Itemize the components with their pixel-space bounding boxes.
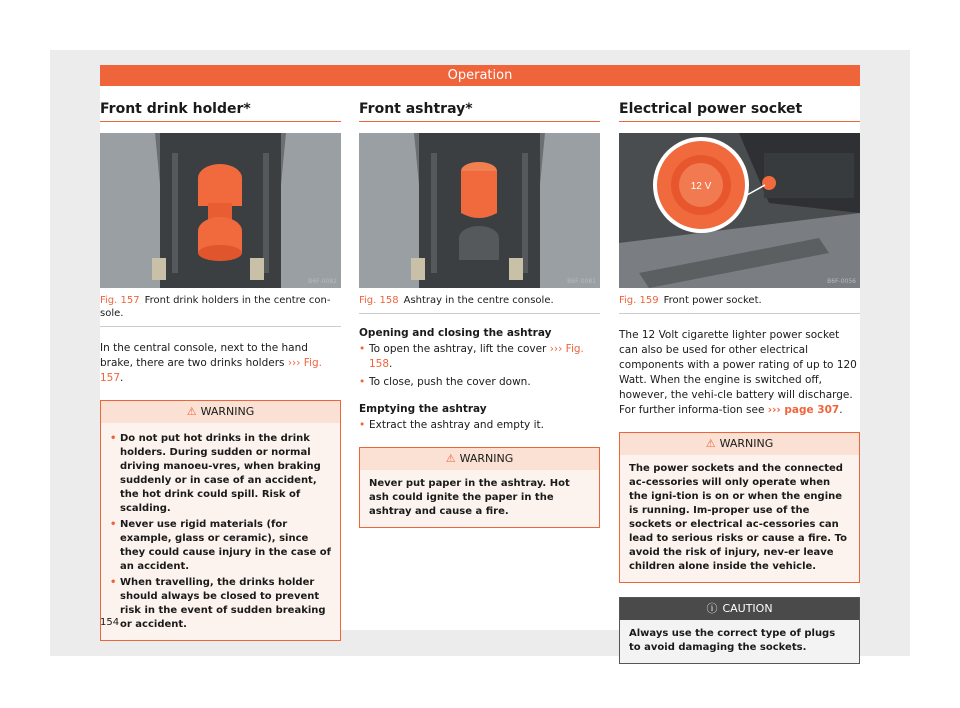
figure-caption-text: Front drink holders in the centre con-sole. [100, 295, 331, 319]
column-power-socket [619, 99, 860, 664]
figure-label: Fig. 159 [619, 295, 659, 306]
section-title: Front drink holder* [100, 99, 341, 122]
warning-triangle-icon: ⚠ [186, 405, 197, 418]
instruction-item: • Extract the ashtray and empty it. [359, 419, 544, 431]
column-drink-holder [100, 99, 341, 641]
warning-triangle-icon: ⚠ [445, 452, 456, 465]
instruction-item: • To open the ashtray, lift the cover ››› Fig. 158. [359, 343, 584, 370]
figure-link[interactable]: ››› Fig. 158 [369, 343, 584, 370]
figure-caption [619, 294, 860, 314]
bullet-icon: • [110, 577, 117, 588]
page-number: 154 [100, 617, 120, 628]
power-socket-photo [619, 133, 860, 288]
page-link[interactable]: ››› page 307 [767, 404, 840, 416]
drink-holder-photo [100, 133, 341, 288]
warning-box [619, 432, 860, 583]
warning-item: • Do not put hot drinks in the drink holders. During sudden or normal driving manoeu-vres, when braking suddenly or in case of an accident, the hot drink could spill. Risk of scalding. [110, 433, 321, 514]
subheading: Opening and closing the ashtray [359, 327, 552, 339]
warning-item: • When travelling, the drinks holder should always be closed to prevent risk in the event of sudden breaking or accident. [110, 577, 326, 630]
manual-page [100, 65, 860, 653]
warning-body: Never put paper in the ashtray. Hot ash could ignite the paper in the ashtray and cause a fire. [360, 470, 599, 527]
warning-header: ⚠ WARNING [101, 401, 340, 423]
caution-box [619, 597, 860, 664]
warning-body [101, 423, 340, 640]
bullet-icon: • [110, 519, 117, 530]
section-header: Operation [100, 65, 860, 86]
bullet-icon: • [359, 376, 366, 388]
warning-triangle-icon: ⚠ [705, 437, 716, 450]
bullet-icon: • [359, 419, 366, 431]
figure-caption [359, 294, 600, 314]
subheading: Emptying the ashtray [359, 403, 487, 415]
figure-label: Fig. 158 [359, 295, 399, 306]
instruction-item: • To close, push the cover down. [359, 376, 531, 388]
ashtray-photo [359, 133, 600, 288]
photo-code: B6F-0082 [308, 278, 337, 285]
warning-header: ⚠ WARNING [620, 433, 859, 455]
body-paragraph: In the central console, next to the hand brake, there are two drinks holders ››› Fig. 157. [100, 342, 322, 384]
caution-header: ⓘ CAUTION [620, 598, 859, 620]
info-circle-icon: ⓘ [706, 602, 718, 615]
figure-caption-text: Ashtray in the centre console. [403, 295, 554, 306]
warning-body: The power sockets and the connected ac-cessories will only operate when the igni-tion is on or when the engine is running. Im-proper use of the sockets or electrical ac-cessories can lead to serious risks or cause a fire. To avoid the risk of injury, nev-er leave children alone inside the vehicle. [620, 455, 859, 582]
socket-label: 12 V [690, 181, 712, 192]
figure-caption [100, 294, 341, 327]
section-title: Electrical power socket [619, 99, 860, 122]
photo-code: B6F-0081 [567, 278, 596, 285]
warning-box [100, 400, 341, 641]
warning-header: ⚠ WARNING [360, 448, 599, 470]
caution-body: Always use the correct type of plugs to avoid damaging the sockets. [620, 620, 859, 663]
warning-item: • Never use rigid materials (for example, glass or ceramic), since they could cause injury in the case of an accident. [110, 519, 332, 572]
body-paragraph: The 12 Volt cigarette lighter power socket can also be used for other electrical components with a power rating of up to 120 Watt. When the engine is switched off, however, the vehi-cle battery will discharge. For further informa-tion see ››› page 307. [619, 329, 857, 416]
bullet-icon: • [110, 433, 117, 444]
figure-link[interactable]: ››› Fig. 157 [100, 357, 322, 384]
figure-caption-text: Front power socket. [663, 295, 762, 306]
column-ashtray [359, 99, 600, 528]
section-title: Front ashtray* [359, 99, 600, 122]
figure-label: Fig. 157 [100, 295, 140, 306]
bullet-icon: • [359, 343, 366, 355]
photo-code: B6F-0056 [827, 278, 856, 285]
warning-box [359, 447, 600, 528]
